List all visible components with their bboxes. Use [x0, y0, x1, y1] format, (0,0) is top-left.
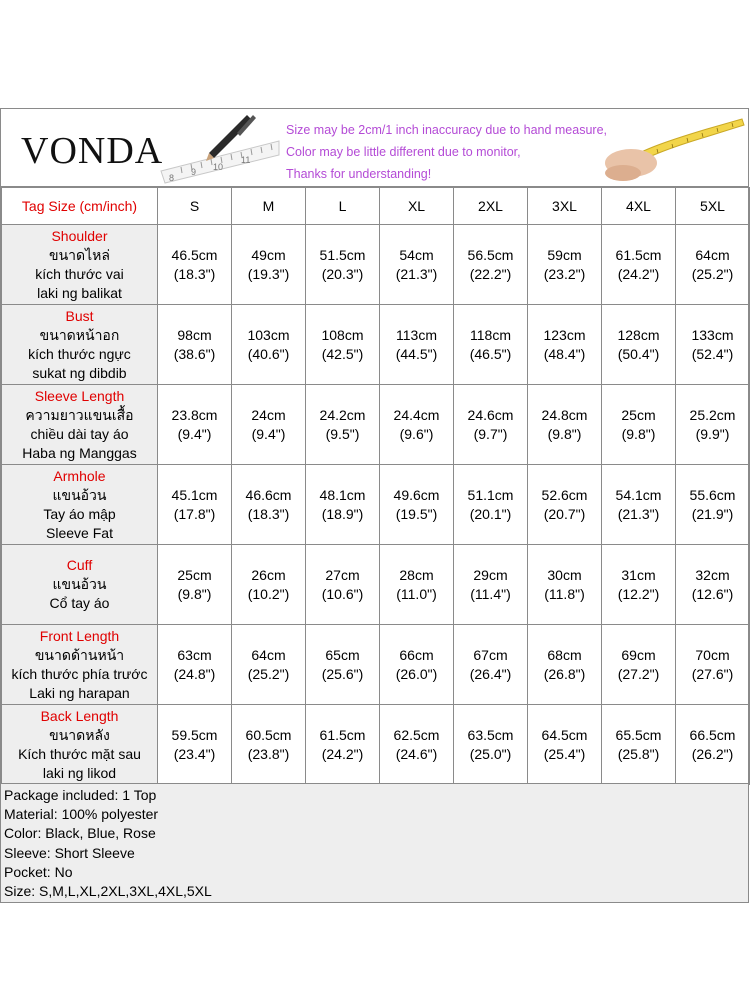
measurement-value-cell: [232, 545, 306, 625]
value-cm: 64cm: [251, 646, 286, 663]
measurement-value-cell: [454, 465, 528, 545]
value-cm: 24.2cm: [319, 406, 366, 423]
measurement-value-cell: [232, 305, 306, 385]
value-cm: 56.5cm: [467, 246, 514, 263]
size-header-cell: S: [158, 188, 232, 225]
value-inch: (18.3"): [247, 505, 290, 522]
measurement-value-cell: [306, 305, 380, 385]
measurement-value-cell: [232, 225, 306, 305]
value-cm: 25cm: [621, 406, 656, 423]
measurement-translation: แขนอ้วน: [52, 576, 107, 592]
table-row: [2, 545, 750, 625]
measurement-value-cell: [454, 385, 528, 465]
measurement-value-cell: [676, 465, 750, 545]
value-inch: (42.5"): [321, 345, 364, 362]
chart-header: [1, 109, 748, 187]
measurement-value-cell: [602, 545, 676, 625]
value-inch: (17.8"): [173, 505, 216, 522]
measurement-value-cell: [380, 705, 454, 785]
measurement-translation: Sleeve Fat: [46, 524, 113, 541]
measurement-label-cell: [2, 465, 158, 545]
measurement-translation: ขนาดหลัง: [49, 726, 110, 743]
measurement-value-cell: [602, 465, 676, 545]
value-cm: 49.6cm: [393, 486, 440, 503]
measurement-label-cell: [2, 705, 158, 785]
detail-package: Package included: 1 Top: [4, 787, 157, 803]
measurement-translation: kích thước ngực: [28, 345, 131, 362]
measurement-value-cell: [602, 225, 676, 305]
value-inch: (25.2"): [691, 265, 734, 282]
measurement-translation: Laki ng harapan: [29, 684, 130, 701]
value-cm: 27cm: [325, 566, 360, 583]
value-inch: (25.4"): [543, 745, 586, 762]
value-cm: 25.2cm: [689, 406, 736, 423]
note-line: Color may be little different due to monitor,: [286, 145, 521, 159]
value-inch: (23.2"): [543, 265, 586, 282]
detail-sizes: Size: S,M,L,XL,2XL,3XL,4XL,5XL: [4, 883, 212, 900]
value-inch: (25.0"): [469, 745, 512, 762]
measurement-value-cell: [454, 225, 528, 305]
value-cm: 24cm: [251, 406, 286, 423]
value-inch: (25.8"): [617, 745, 660, 762]
measurement-label-cell: [2, 225, 158, 305]
value-inch: (24.8"): [173, 665, 216, 682]
value-inch: (40.6"): [247, 345, 290, 362]
value-inch: (19.3"): [247, 265, 290, 282]
measurement-value-cell: [602, 705, 676, 785]
value-cm: 24.6cm: [467, 406, 514, 423]
value-inch: (10.2"): [247, 585, 290, 602]
measurement-value-cell: [158, 545, 232, 625]
value-cm: 62.5cm: [393, 726, 440, 743]
value-cm: 32cm: [695, 566, 730, 583]
value-inch: (52.4"): [691, 345, 734, 362]
measurement-value-cell: [306, 225, 380, 305]
measurement-translation: Tay áo mập: [43, 505, 116, 522]
value-cm: 30cm: [547, 566, 582, 583]
value-inch: (18.9"): [321, 505, 364, 522]
value-cm: 98cm: [177, 326, 212, 343]
value-cm: 23.8cm: [171, 406, 218, 423]
measurement-value-cell: [676, 305, 750, 385]
measurement-value-cell: [528, 385, 602, 465]
value-cm: 28cm: [399, 566, 434, 583]
value-cm: 45.1cm: [171, 486, 218, 503]
tag-size-label: Tag Size (cm/inch): [2, 188, 158, 225]
value-inch: (26.4"): [469, 665, 512, 682]
measurement-value-cell: [158, 225, 232, 305]
measurement-label-cell: [2, 625, 158, 705]
value-cm: 52.6cm: [541, 486, 588, 503]
detail-color: Color: Black, Blue, Rose: [4, 825, 156, 842]
value-cm: 118cm: [470, 326, 511, 343]
value-inch: (26.8"): [543, 665, 586, 682]
measurement-name: Armhole: [53, 467, 106, 484]
measurement-value-cell: [232, 465, 306, 545]
value-cm: 64.5cm: [541, 726, 588, 743]
value-inch: (25.6"): [321, 665, 364, 682]
value-inch: (9.8"): [547, 425, 582, 442]
value-cm: 68cm: [547, 646, 582, 663]
value-inch: (21.3"): [617, 505, 660, 522]
value-inch: (10.6"): [321, 585, 364, 602]
measurement-value-cell: [232, 385, 306, 465]
value-inch: (9.6"): [399, 425, 434, 442]
value-inch: (12.2"): [617, 585, 660, 602]
value-cm: 63cm: [177, 646, 212, 663]
table-row: [2, 705, 750, 785]
value-inch: (27.2"): [617, 665, 660, 682]
measurement-name: Sleeve Length: [34, 387, 125, 404]
measurement-value-cell: [602, 625, 676, 705]
measurement-value-cell: [528, 225, 602, 305]
measurement-name: Back Length: [40, 707, 119, 724]
value-inch: (9.8"): [621, 425, 656, 442]
detail-sleeve: Sleeve: Short Sleeve: [4, 844, 135, 861]
value-cm: 60.5cm: [245, 726, 292, 743]
measurement-value-cell: [602, 305, 676, 385]
value-inch: (11.4"): [470, 585, 511, 602]
measurement-value-cell: [676, 625, 750, 705]
product-details: [1, 783, 748, 902]
value-inch: (23.4"): [173, 745, 216, 762]
measurement-label-cell: [2, 305, 158, 385]
value-inch: (25.2"): [247, 665, 290, 682]
value-cm: 29cm: [473, 566, 508, 583]
size-header-cell: 2XL: [454, 188, 528, 225]
value-cm: 49cm: [251, 246, 286, 263]
value-inch: (38.6"): [173, 345, 216, 362]
value-cm: 108cm: [321, 326, 364, 343]
hand-tape-measure-illustration: [597, 111, 747, 185]
value-inch: (26.2"): [691, 745, 734, 762]
measurement-value-cell: [454, 705, 528, 785]
value-cm: 48.1cm: [319, 486, 366, 503]
value-cm: 103cm: [247, 326, 290, 343]
measurement-notes: [286, 119, 607, 185]
value-cm: 24.8cm: [541, 406, 588, 423]
table-row: [2, 225, 750, 305]
value-inch: (20.3"): [321, 265, 364, 282]
value-inch: (21.3"): [395, 265, 438, 282]
measurement-name: Bust: [65, 307, 94, 324]
value-inch: (9.4"): [177, 425, 212, 442]
measurement-translation: laki ng likod: [42, 764, 117, 781]
measurement-value-cell: [158, 465, 232, 545]
value-inch: (18.3"): [173, 265, 216, 282]
value-cm: 55.6cm: [689, 486, 736, 503]
size-header-cell: M: [232, 188, 306, 225]
measurement-value-cell: [380, 385, 454, 465]
value-cm: 65cm: [325, 646, 360, 663]
measurement-translation: sukat ng dibdib: [32, 364, 127, 381]
value-cm: 24.4cm: [393, 406, 440, 423]
measurement-value-cell: [306, 465, 380, 545]
value-cm: 113cm: [396, 326, 437, 343]
value-inch: (9.8"): [177, 585, 212, 602]
value-inch: (23.8"): [247, 745, 290, 762]
value-cm: 46.5cm: [171, 246, 218, 263]
measurement-value-cell: [676, 545, 750, 625]
measurement-value-cell: [158, 385, 232, 465]
value-inch: (24.6"): [395, 745, 438, 762]
value-cm: 54cm: [399, 246, 434, 263]
table-header-row: [2, 188, 750, 225]
measurement-value-cell: [528, 545, 602, 625]
size-header-cell: L: [306, 188, 380, 225]
value-inch: (19.5"): [395, 505, 438, 522]
measurement-value-cell: [380, 545, 454, 625]
measurement-value-cell: [380, 465, 454, 545]
value-cm: 61.5cm: [319, 726, 366, 743]
size-table: [1, 187, 750, 785]
ruler-number-10: 10: [213, 162, 224, 172]
note-line: Thanks for understanding!: [286, 167, 432, 181]
measurement-value-cell: [306, 545, 380, 625]
ruler-number-9: 9: [191, 167, 197, 177]
note-line: Size may be 2cm/1 inch inaccuracy due to hand measure,: [286, 123, 608, 137]
measurement-value-cell: [380, 305, 454, 385]
value-cm: 51.1cm: [467, 486, 514, 503]
table-row: [2, 385, 750, 465]
value-cm: 31cm: [621, 566, 656, 583]
measurement-value-cell: [454, 305, 528, 385]
measurement-value-cell: [528, 625, 602, 705]
measurement-translation: kích thước phía trước: [11, 665, 148, 682]
value-cm: 64cm: [695, 246, 730, 263]
table-row: [2, 305, 750, 385]
measurement-value-cell: [380, 625, 454, 705]
measurement-translation: ขนาดด้านหน้า: [34, 646, 125, 663]
measurement-value-cell: [602, 385, 676, 465]
measurement-label-cell: [2, 385, 158, 465]
ruler-number-11: 11: [241, 155, 251, 165]
value-cm: 59cm: [547, 246, 582, 263]
measurement-translation: kích thước vai: [35, 265, 124, 282]
table-row: [2, 625, 750, 705]
measurement-value-cell: [454, 625, 528, 705]
value-inch: (24.2"): [617, 265, 660, 282]
value-cm: 54.1cm: [615, 486, 662, 503]
value-cm: 123cm: [543, 326, 586, 343]
measurement-value-cell: [306, 385, 380, 465]
value-cm: 66cm: [399, 646, 434, 663]
measurement-translation: laki ng balikat: [37, 284, 122, 301]
value-cm: 66.5cm: [689, 726, 736, 743]
value-cm: 61.5cm: [615, 246, 662, 263]
value-cm: 67cm: [473, 646, 508, 663]
measurement-value-cell: [158, 705, 232, 785]
measurement-value-cell: [232, 705, 306, 785]
measurement-name: Shoulder: [51, 227, 108, 244]
pencil-ruler-illustration: [151, 111, 281, 185]
value-inch: (26.0"): [395, 665, 438, 682]
value-cm: 133cm: [691, 326, 734, 343]
value-inch: (20.1"): [469, 505, 512, 522]
value-cm: 26cm: [251, 566, 286, 583]
measurement-translation: แขนอ้วน: [52, 486, 107, 503]
measurement-label-cell: [2, 545, 158, 625]
value-inch: (20.7"): [543, 505, 586, 522]
measurement-translation: Haba ng Manggas: [22, 444, 137, 461]
measurement-value-cell: [158, 305, 232, 385]
measurement-value-cell: [306, 705, 380, 785]
size-header-cell: 3XL: [528, 188, 602, 225]
ruler-number-8: 8: [169, 173, 175, 183]
value-inch: (46.5"): [469, 345, 512, 362]
measurement-name: Front Length: [39, 627, 120, 644]
measurement-value-cell: [232, 625, 306, 705]
value-inch: (21.9"): [691, 505, 734, 522]
value-inch: (11.8"): [544, 585, 585, 602]
value-cm: 51.5cm: [319, 246, 366, 263]
value-inch: (9.4"): [251, 425, 286, 442]
measurement-value-cell: [676, 225, 750, 305]
value-inch: (44.5"): [395, 345, 438, 362]
value-inch: (9.5"): [325, 425, 360, 442]
measurement-translation: ขนาดหน้าอก: [39, 326, 120, 343]
measurement-value-cell: [380, 225, 454, 305]
value-cm: 46.6cm: [245, 486, 292, 503]
measurement-value-cell: [306, 625, 380, 705]
measurement-value-cell: [158, 625, 232, 705]
size-header-cell: XL: [380, 188, 454, 225]
value-inch: (24.2"): [321, 745, 364, 762]
measurement-value-cell: [528, 705, 602, 785]
measurement-value-cell: [454, 545, 528, 625]
value-cm: 128cm: [617, 326, 660, 343]
detail-material: Material: 100% polyester: [4, 806, 159, 823]
value-cm: 70cm: [695, 646, 730, 663]
measurement-name: Cuff: [66, 557, 93, 573]
measurement-translation: chiều dài tay áo: [30, 425, 129, 442]
value-cm: 69cm: [621, 646, 656, 663]
size-header-cell: 4XL: [602, 188, 676, 225]
value-inch: (12.6"): [691, 585, 734, 602]
value-inch: (11.0"): [396, 585, 437, 602]
value-inch: (27.6"): [691, 665, 734, 682]
measurement-value-cell: [528, 305, 602, 385]
value-inch: (50.4"): [617, 345, 660, 362]
measurement-value-cell: [676, 705, 750, 785]
value-inch: (9.7"): [473, 425, 508, 442]
value-cm: 25cm: [177, 566, 212, 583]
value-inch: (22.2"): [469, 265, 512, 282]
size-header-cell: 5XL: [676, 188, 750, 225]
measurement-translation: ความยาวแขนเสื้อ: [25, 406, 134, 423]
measurement-value-cell: [528, 465, 602, 545]
detail-pocket: Pocket: No: [4, 863, 73, 880]
value-inch: (48.4"): [543, 345, 586, 362]
value-cm: 63.5cm: [467, 726, 514, 743]
value-cm: 65.5cm: [615, 726, 662, 743]
value-inch: (9.9"): [695, 425, 730, 442]
measurement-translation: ขนาดไหล่: [49, 246, 110, 263]
measurement-translation: Cổ tay áo: [49, 595, 110, 611]
value-cm: 59.5cm: [171, 726, 218, 743]
measurement-value-cell: [676, 385, 750, 465]
brand-logo: VONDA: [21, 130, 164, 172]
measurement-translation: Kích thước mặt sau: [18, 745, 141, 762]
table-row: [2, 465, 750, 545]
